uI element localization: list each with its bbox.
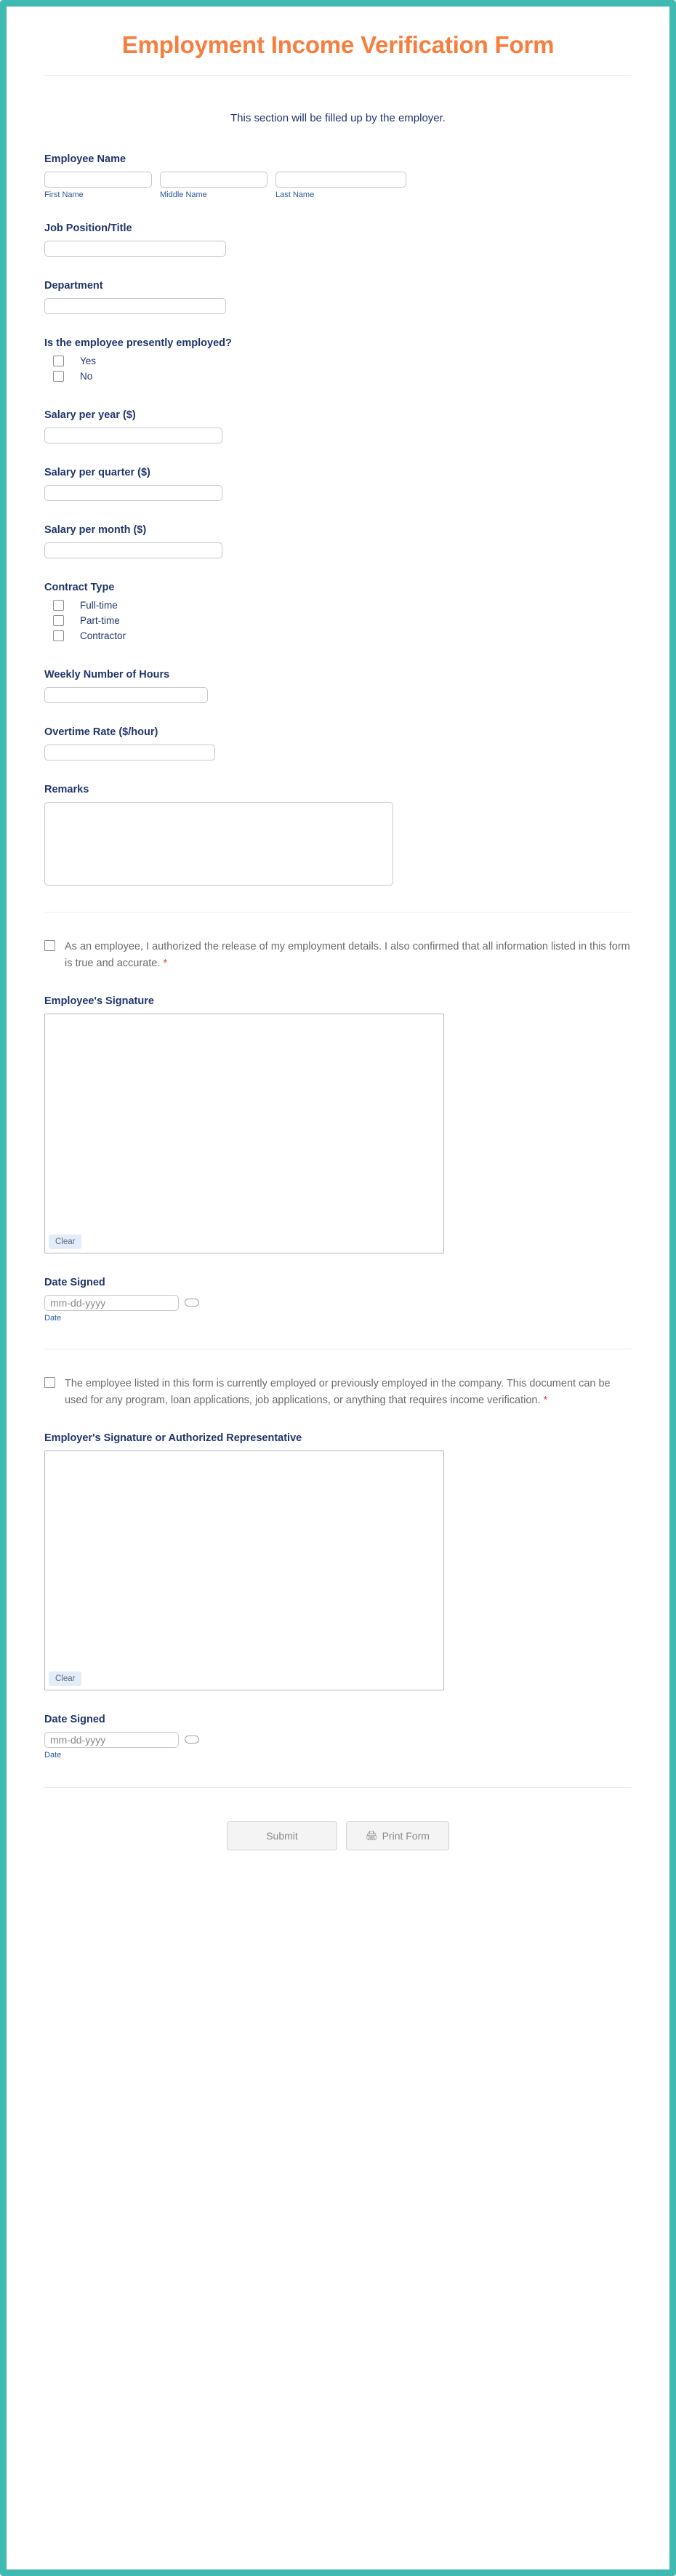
checkbox-icon[interactable] xyxy=(53,356,64,366)
overtime-rate-field xyxy=(44,703,632,761)
option-yes[interactable] xyxy=(44,356,632,366)
job-position-field xyxy=(44,199,632,257)
option-part-time-label: Part-time xyxy=(80,615,120,626)
option-contractor-label: Contractor xyxy=(80,630,126,641)
salary-year-label: Salary per year ($) xyxy=(44,409,136,421)
employer-consent-block xyxy=(44,1349,632,1409)
checkbox-icon[interactable] xyxy=(44,940,55,951)
salary-month-input[interactable] xyxy=(44,542,222,558)
employee-consent-row[interactable] xyxy=(44,939,632,972)
page-title: Employment Income Verification Form xyxy=(121,31,555,58)
middle-name-sublabel: Middle Name xyxy=(160,190,207,199)
checkbox-icon[interactable] xyxy=(53,630,64,641)
employee-consent-block xyxy=(44,912,632,972)
checkbox-icon[interactable] xyxy=(53,371,64,382)
first-name-input[interactable] xyxy=(44,172,152,188)
checkbox-icon[interactable] xyxy=(53,615,64,626)
last-name-sublabel: Last Name xyxy=(275,190,315,199)
overtime-rate-label: Overtime Rate ($/hour) xyxy=(44,726,158,738)
overtime-rate-input[interactable] xyxy=(44,745,215,761)
option-yes-label: Yes xyxy=(80,356,97,366)
printer-icon: 🖨 xyxy=(366,1830,378,1842)
option-no-label: No xyxy=(80,371,93,382)
required-marker: * xyxy=(163,957,168,970)
contract-type-field xyxy=(44,558,632,641)
employee-date-sublabel: Date xyxy=(44,1313,62,1323)
employee-signature-clear-button[interactable]: Clear xyxy=(49,1235,81,1249)
checkbox-icon[interactable] xyxy=(44,1377,55,1388)
employer-consent-text xyxy=(65,1376,632,1409)
employee-signature-pad[interactable] xyxy=(44,1014,444,1253)
employer-signature-label: Employer's Signature or Authorized Representative xyxy=(44,1432,302,1444)
calendar-icon[interactable] xyxy=(185,1736,199,1744)
weekly-hours-label: Weekly Number of Hours xyxy=(44,669,170,681)
contract-type-options xyxy=(44,600,632,641)
section-subheading: This section will be filled up by the employer. xyxy=(230,112,446,124)
salary-quarter-label: Salary per quarter ($) xyxy=(44,467,150,478)
employer-date-row xyxy=(44,1732,632,1748)
employer-signature-pad[interactable] xyxy=(44,1450,444,1690)
employer-signature-clear-button[interactable]: Clear xyxy=(49,1672,81,1686)
department-input[interactable] xyxy=(44,298,226,314)
last-name-group xyxy=(275,172,406,199)
print-form-button[interactable] xyxy=(346,1821,449,1850)
presently-employed-options xyxy=(44,356,632,382)
employee-date-input[interactable] xyxy=(44,1295,179,1311)
salary-year-field xyxy=(44,386,632,444)
department-field xyxy=(44,257,632,314)
job-position-input[interactable] xyxy=(44,241,226,257)
employer-signature-field xyxy=(44,1409,632,1690)
employee-date-signed-field xyxy=(44,1253,632,1323)
print-form-label: Print Form xyxy=(382,1829,430,1842)
employee-name-row xyxy=(44,172,632,199)
salary-month-label: Salary per month ($) xyxy=(44,524,147,536)
option-part-time[interactable] xyxy=(44,615,632,626)
employer-date-input[interactable] xyxy=(44,1732,179,1748)
employee-date-signed-label: Date Signed xyxy=(44,1276,105,1288)
employer-consent-sentence: The employee listed in this form is currently employed or previously employed in the company. This document can be used for any program, loan applications, job applications, or anything that requires income verification. xyxy=(65,1377,611,1407)
salary-quarter-field xyxy=(44,444,632,501)
calendar-icon[interactable] xyxy=(185,1299,199,1307)
salary-quarter-input[interactable] xyxy=(44,485,222,501)
checkbox-icon[interactable] xyxy=(53,600,64,611)
weekly-hours-input[interactable] xyxy=(44,687,208,703)
middle-name-input[interactable] xyxy=(160,172,267,188)
required-marker: * xyxy=(543,1394,548,1407)
option-no[interactable] xyxy=(44,371,632,382)
first-name-sublabel: First Name xyxy=(44,190,84,199)
salary-month-field xyxy=(44,501,632,558)
first-name-group xyxy=(44,172,152,199)
option-full-time[interactable] xyxy=(44,600,632,611)
contract-type-label: Contract Type xyxy=(44,582,115,593)
employee-name-field xyxy=(44,130,632,199)
remarks-textarea[interactable] xyxy=(44,802,393,886)
employee-name-label: Employee Name xyxy=(44,153,126,165)
job-position-label: Job Position/Title xyxy=(44,222,132,234)
employer-date-signed-field xyxy=(44,1690,632,1760)
employer-date-signed-label: Date Signed xyxy=(44,1713,105,1725)
option-contractor[interactable] xyxy=(44,630,632,641)
remarks-label: Remarks xyxy=(44,784,89,795)
salary-year-input[interactable] xyxy=(44,428,222,444)
employer-consent-row[interactable] xyxy=(44,1376,632,1409)
last-name-input[interactable] xyxy=(275,172,406,188)
employee-signature-label: Employee's Signature xyxy=(44,995,154,1007)
employee-date-row xyxy=(44,1295,632,1311)
middle-name-group xyxy=(160,172,267,199)
employee-consent-sentence: As an employee, I authorized the release of my employment details. I also confirmed that all information listed in this form is true and accurate. xyxy=(65,941,630,970)
form-actions xyxy=(44,1788,632,1850)
presently-employed-label: Is the employee presently employed? xyxy=(44,337,232,349)
remarks-field xyxy=(44,761,632,886)
employee-consent-text xyxy=(65,939,632,972)
option-full-time-label: Full-time xyxy=(80,600,118,611)
weekly-hours-field xyxy=(44,646,632,703)
department-label: Department xyxy=(44,280,103,292)
presently-employed-field xyxy=(44,314,632,382)
employee-signature-field xyxy=(44,972,632,1253)
submit-button[interactable]: Submit xyxy=(227,1821,337,1850)
employer-date-sublabel: Date xyxy=(44,1750,62,1760)
